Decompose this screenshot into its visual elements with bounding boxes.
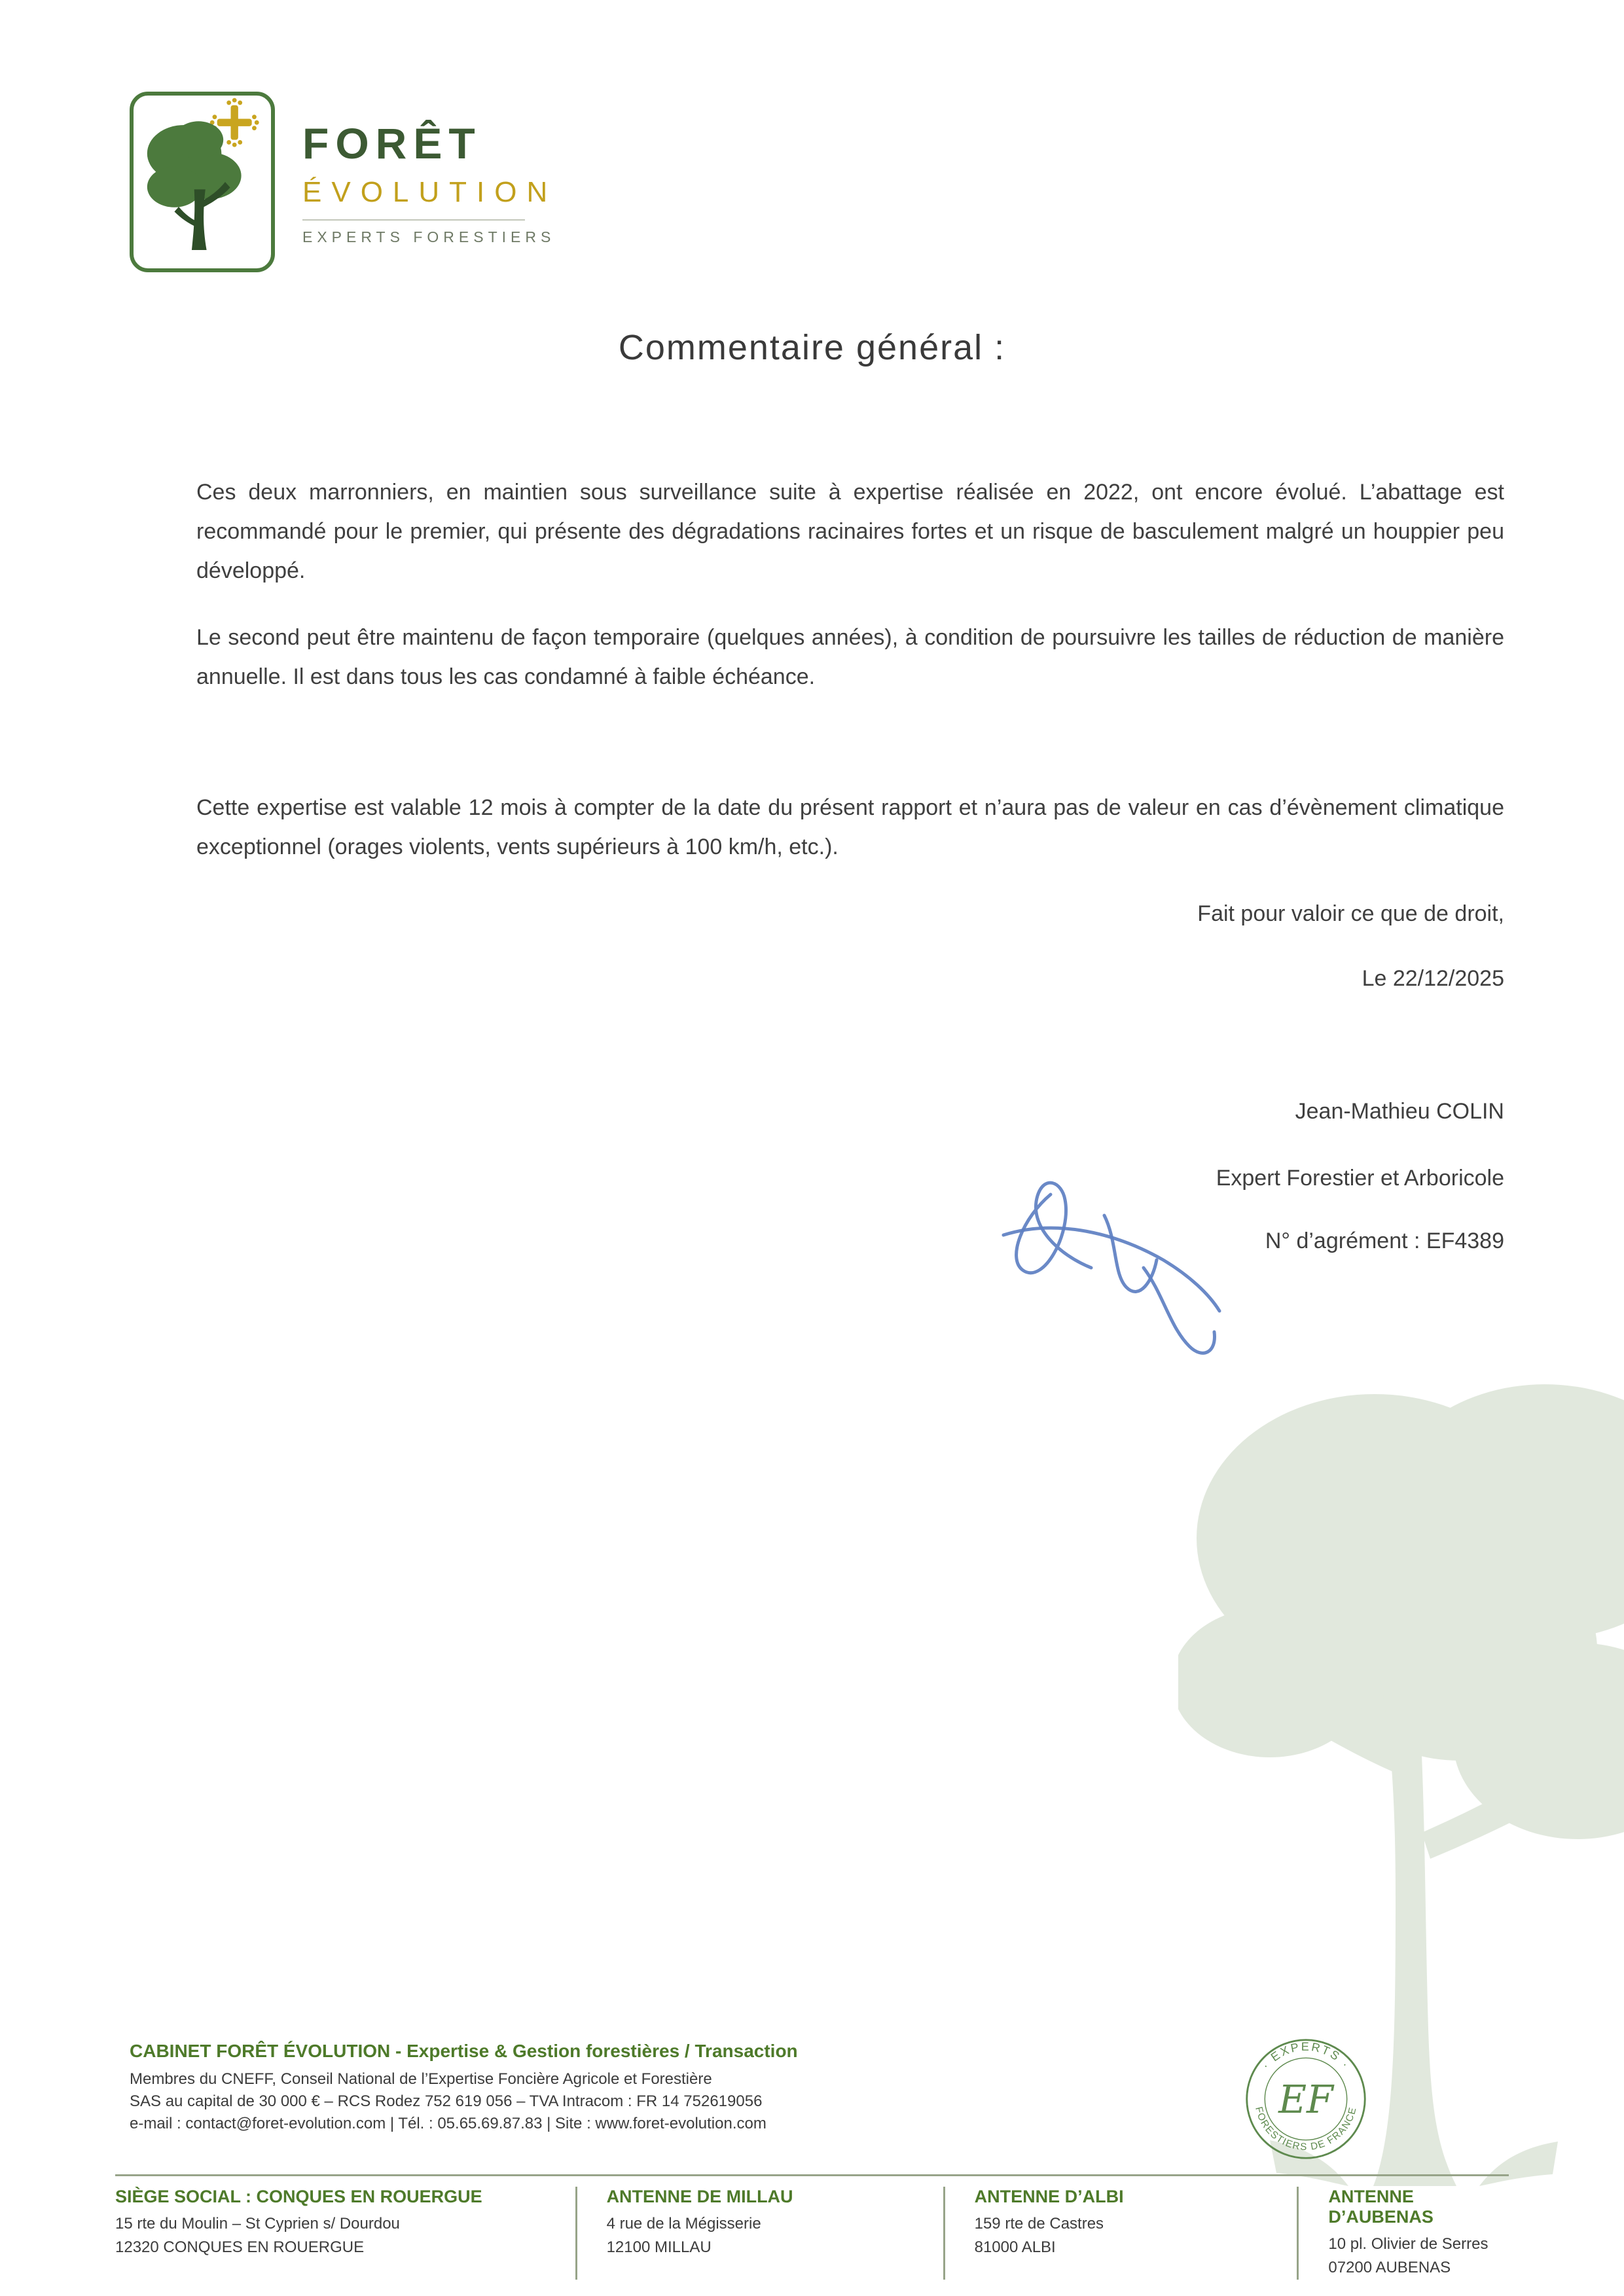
office-millau [575, 2187, 943, 2280]
logo-divider [302, 219, 525, 221]
office-address-line: 12100 MILLAU [606, 2238, 712, 2256]
experts-forestiers-seal [1244, 2037, 1368, 2161]
office-address-line: 81000 ALBI [974, 2238, 1056, 2256]
page-title: Commentaire général : [618, 328, 1006, 367]
office-address-line: 10 pl. Olivier de Serres [1328, 2235, 1489, 2253]
seal-bottom-text: FORESTIERS DE FRANCE [1253, 2106, 1359, 2153]
office-name: ANTENNE DE MILLAU [606, 2187, 793, 2206]
logo-name: FORÊT [302, 118, 482, 168]
paragraph-2: Le second peut être maintenu de façon temporaire (quelques années), à condition de poursuivre les tailles de réduction de manière annuelle. Il est dans tous les cas condamné à faible échéance. [196, 625, 1504, 689]
offices-bar [115, 2174, 1509, 2280]
office-address-line: 159 rte de Castres [974, 2215, 1104, 2233]
footer-company-line: CABINET FORÊT ÉVOLUTION - Expertise & Gestion forestières / Transaction [130, 2041, 798, 2061]
tree-icon [134, 96, 271, 268]
office-albi [943, 2187, 1297, 2280]
office-siege-social [115, 2187, 575, 2280]
accreditation-number: N° d’agrément : EF4389 [1265, 1229, 1504, 1253]
paragraph-1: Ces deux marronniers, en maintien sous surveillance suite à expertise réalisée en 2022, ont encore évolué. L’abattage est recommandé pour le premier, qui présente des dégradations racinaires fortes et un risque de basculement malgré un houppier peu développé. [196, 480, 1504, 583]
document-body [196, 473, 1504, 1261]
office-address-line: 15 rte du Moulin – St Cyprien s/ Dourdou [115, 2215, 400, 2233]
logo-wordmark [302, 118, 557, 246]
seal-top-text: · EXPERTS · [1259, 2039, 1353, 2072]
office-aubenas [1297, 2187, 1509, 2280]
paragraph-3: Cette expertise est valable 12 mois à compter de la date du présent rapport et n’aura pas de valeur en cas d’évènement climatique exceptionnel (orages violents, vents supérieurs à 100 km/h, etc.). [196, 795, 1504, 859]
footer-company-block [130, 2041, 1151, 2135]
signatory-name: Jean-Mathieu COLIN [1295, 1099, 1504, 1124]
office-name: ANTENNE D’ALBI [974, 2187, 1124, 2206]
company-logo [130, 92, 557, 272]
logo-tagline: EXPERTS FORESTIERS [302, 228, 556, 245]
footer-line-3: e-mail : contact@foret-evolution.com | Tél. : 05.65.69.87.83 | Site : www.foret-evolution.com [130, 2115, 767, 2132]
logo-subtitle: ÉVOLUTION [302, 175, 558, 208]
office-name: ANTENNE D’AUBENAS [1328, 2187, 1434, 2227]
office-address-line: 4 rue de la Mégisserie [606, 2215, 761, 2233]
office-address-line: 07200 AUBENAS [1328, 2259, 1451, 2276]
valediction: Fait pour valoir ce que de droit, [1197, 901, 1504, 926]
footer-line-2: SAS au capital de 30 000 € – RCS Rodez 752 619 056 – TVA Intracom : FR 14 752619056 [130, 2092, 763, 2110]
signatory-title: Expert Forestier et Arboricole [1216, 1166, 1504, 1191]
date-line: Le 22/12/2025 [1362, 966, 1504, 991]
handwritten-signature [985, 1155, 1240, 1384]
office-address-line: 12320 CONQUES EN ROUERGUE [115, 2238, 365, 2256]
footer-line-1: Membres du CNEFF, Conseil National de l’Expertise Foncière Agricole et Forestière [130, 2070, 712, 2088]
office-name: SIÈGE SOCIAL : CONQUES EN ROUERGUE [115, 2187, 482, 2206]
logo-tree-mark [130, 92, 275, 272]
seal-monogram: EF [1278, 2076, 1333, 2122]
svg-text:· EXPERTS · [1259, 2040, 1352, 2072]
